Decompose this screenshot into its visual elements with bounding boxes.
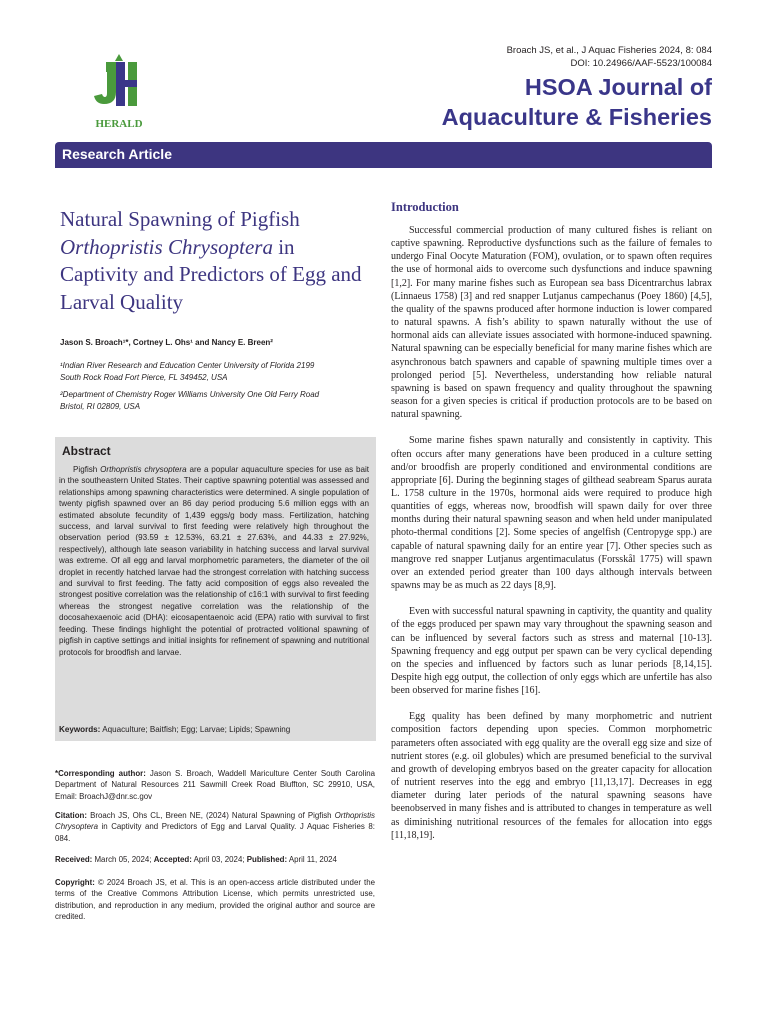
citation-post: in Captivity and Predictors of Egg and Larval Quality. J Aquac Fisheries 8: 084.: [55, 822, 375, 843]
affiliation-1-line1: ¹Indian River Research and Education Center University of Florida 2199: [60, 361, 315, 370]
affiliation-1-line2: South Rock Road Fort Pierce, FL 349452, USA: [60, 373, 228, 382]
abstract-heading: Abstract: [62, 444, 111, 458]
abstract-species: Orthopristis chrysoptera: [100, 465, 187, 474]
corr-label: *Corresponding author:: [55, 769, 146, 778]
herald-logo: [86, 54, 152, 134]
keywords-label: Keywords:: [59, 725, 101, 734]
abstract-body: are a popular aquaculture species for use as bait in the southeastern United States. Their captive spawning potential was assessed and relationships among spawning characteristics were determined. A single population of twenty pigfish spawned over an 86 day period producing 5.6 million eggs with an estimated absolute fecundity of 1,439 eggs/g body mass. Fertilization, hatching success, and larval survival to first feeding were relatively high throughout the observation period (93.59 ± 12.53%, 63.21 ± 27.63%, and 44.33 ± 27.92%, respectively), although late season variability in hatching success and larval survival was extreme. Of all egg and larval morphometric parameters, the diameter of the oil droplet in recently hatched larvae had the strongest correlation with hatching success and survival to first feeding. The fatty acid composition of eggs also revealed the strongest positive correlation was the relationship of c16:1 with survival to first feeding whereas the strongest negative correlation was the relationship of the docosahexaenoic acid (DHA): eicosapentaenoic acid (EPA) ratio with survival to first feeding. These findings highlight the potential of protracted volitional spawning of pigfish in captive settings and initial insights for refinement of spawning and nutritional protocols for broodfish and larvae.: [59, 465, 370, 657]
abstract-lead: Pigfish: [73, 465, 98, 474]
accepted-label: Accepted:: [153, 855, 192, 864]
copyright-block: [55, 877, 375, 922]
author-list: Jason S. Broach¹*, Cortney L. Ohs¹ and Nancy E. Breen²: [60, 338, 273, 347]
intro-paragraph-2: Some marine fishes spawn naturally and consistently in captivity. This often occurs after many generations have been produced in a culture setting and/or broodfish are properly conditioned and environmental conditions are appropriate [6]. During the beginning stages of gilthead seabream Sparus aurata L. 1758 culture in the 1970s, hormonal aids were required to produce high quantities of eggs, whereas now, broodfish will spawn daily for over three months during their natural spawning season and when held under manipulated photo-thermal conditions [2]. Some species of angelfish (Centropyge spp.) are capable of natural spawning daily for an entire year [7]. Other species such as mangrove red snapper Lutjanus argentimaculatus (Forsskål 1775) will spawn over an extended period greater than 100 days although intervals between spawns may be as much as 22 days [8,9].: [391, 435, 712, 592]
journal-title-line2: Aquaculture & Fisheries: [441, 104, 712, 130]
keywords-list: Aquaculture; Baitfish; Egg; Larvae; Lipids; Spawning: [102, 725, 291, 734]
intro-paragraph-4: Egg quality has been defined by many morphometric and nutrient composition factors depending upon species. Common morphometric parameters often associated with egg quality are the overall egg size and size of nutrient stores (e.g. oil globules) which are presumed beneficial to the survival and growth of developing embryos based on the greater capacity for allocation of nutrient reserves into the egg and embryo [11,13,17]. Decreases in egg diameter during later periods of the natural spawning seasons have beenobserved in many fishes and is attributed to changes in temperature as well as diminishing nutritional resources of the females for allocation into eggs [11,18,19].: [391, 711, 712, 841]
citation-pre: Broach JS, Ohs CL, Breen NE, (2024) Natural Spawning of Pigfish: [90, 811, 332, 820]
corr-text: Jason S. Broach, Waddell Mariculture Center South Carolina Department of Natural Resources 211 Sawmill Creek Road Bluffton, SC 29910, USA, Email: BroachJ@dnr.sc.gov: [55, 769, 375, 801]
abstract-text: [59, 464, 369, 658]
corresponding-author: [55, 768, 375, 802]
copyright-text: © 2024 Broach JS, et al. This is an open-access article distributed under the terms of the Creative Commons Attribution License, which permits unrestricted use, distribution, and reproduction in any medium, provided the original author and source are credited.: [55, 878, 375, 921]
article-citation-header: [507, 44, 712, 70]
citation-line: Broach JS, et al., J Aquac Fisheries 2024, 8: 084: [506, 45, 712, 56]
journal-title: [442, 72, 712, 132]
dates-line: [55, 854, 375, 865]
affiliation-2-line1: ²Department of Chemistry Roger Williams University One Old Ferry Road: [60, 390, 320, 399]
introduction-heading: Introduction: [391, 200, 459, 214]
intro-paragraph-1: Successful commercial production of many cultured fishes is reliant on captive spawning. Reproductive dysfunctions such as the failure of females to undergo Final Oocyte Maturation (FOM), ovulation, or to spawn often requires the use of hormonal aids to overcome such dysfunctions and induce spawning [1,2]. For many marine fishes such as European sea bass Dicentrarchus labrax (Linnaeus 1758) [3] and red snapper Lutjanus campechanus (Poey 1860) [4,5], the quality of the spawns produced after hormone induction is lower compared to natural spawns. A fish’s ability to spawn naturally without the use of hormonal aids can alleviate issues associated with hormone-induced spawning. Natural spawning can be especially beneficial for many marine fishes which are asynchronous batch spawners and capable of spawning multiple times over a prolonged period [5]. Nevertheless, understanding how reliable natural spawning is based on spawn frequency and quality throughout the spawning season for a given species is critical if production protocols are to be based on natural spawning.: [391, 225, 712, 421]
article-type-banner: [55, 142, 712, 168]
received-label: Received:: [55, 855, 93, 864]
received-date: March 05, 2024;: [94, 855, 152, 864]
copyright-label: Copyright:: [55, 878, 95, 887]
affiliation-2-line2: Bristol, RI 02809, USA: [60, 402, 141, 411]
article-title: [60, 206, 370, 316]
title-part1: Natural Spawning of Pigfish: [60, 207, 300, 231]
affiliation-2: [60, 389, 370, 413]
published-label: Published:: [246, 855, 288, 864]
doi-line: DOI: 10.24966/AAF-5523/100084: [570, 58, 712, 69]
keywords: [59, 725, 369, 734]
affiliation-1: [60, 360, 370, 384]
article-type-label: Research Article: [62, 146, 172, 162]
accepted-date: April 03, 2024;: [193, 855, 245, 864]
title-part2: in Captivity and Predictors of Egg and Larval Quality: [60, 234, 362, 314]
intro-paragraph-3: Even with successful natural spawning in captivity, the quantity and quality of the eggs produced per spawn may vary throughout the spawning season and can be influenced by several factors such as stress and maternal [10-13]. Spawning frequency and egg output per spawn can be very cyclical depending on the species and influenced by factors such as lunar periods [8,14,15]. Despite high egg output, the collection of only eggs which are unfertile has also been observed for marine fishes [16].: [391, 606, 712, 697]
published-date: April 11, 2024: [288, 855, 337, 864]
title-species: Orthopristis Chrysoptera: [60, 234, 273, 259]
citation-block: [55, 810, 375, 844]
logo-wordmark: HERALD: [95, 118, 143, 130]
introduction-body: [391, 224, 712, 855]
citation-label: Citation:: [55, 811, 87, 820]
citation-species: Orthopristis Chrysoptera: [55, 811, 375, 832]
journal-title-line1: HSOA Journal of: [524, 74, 712, 100]
